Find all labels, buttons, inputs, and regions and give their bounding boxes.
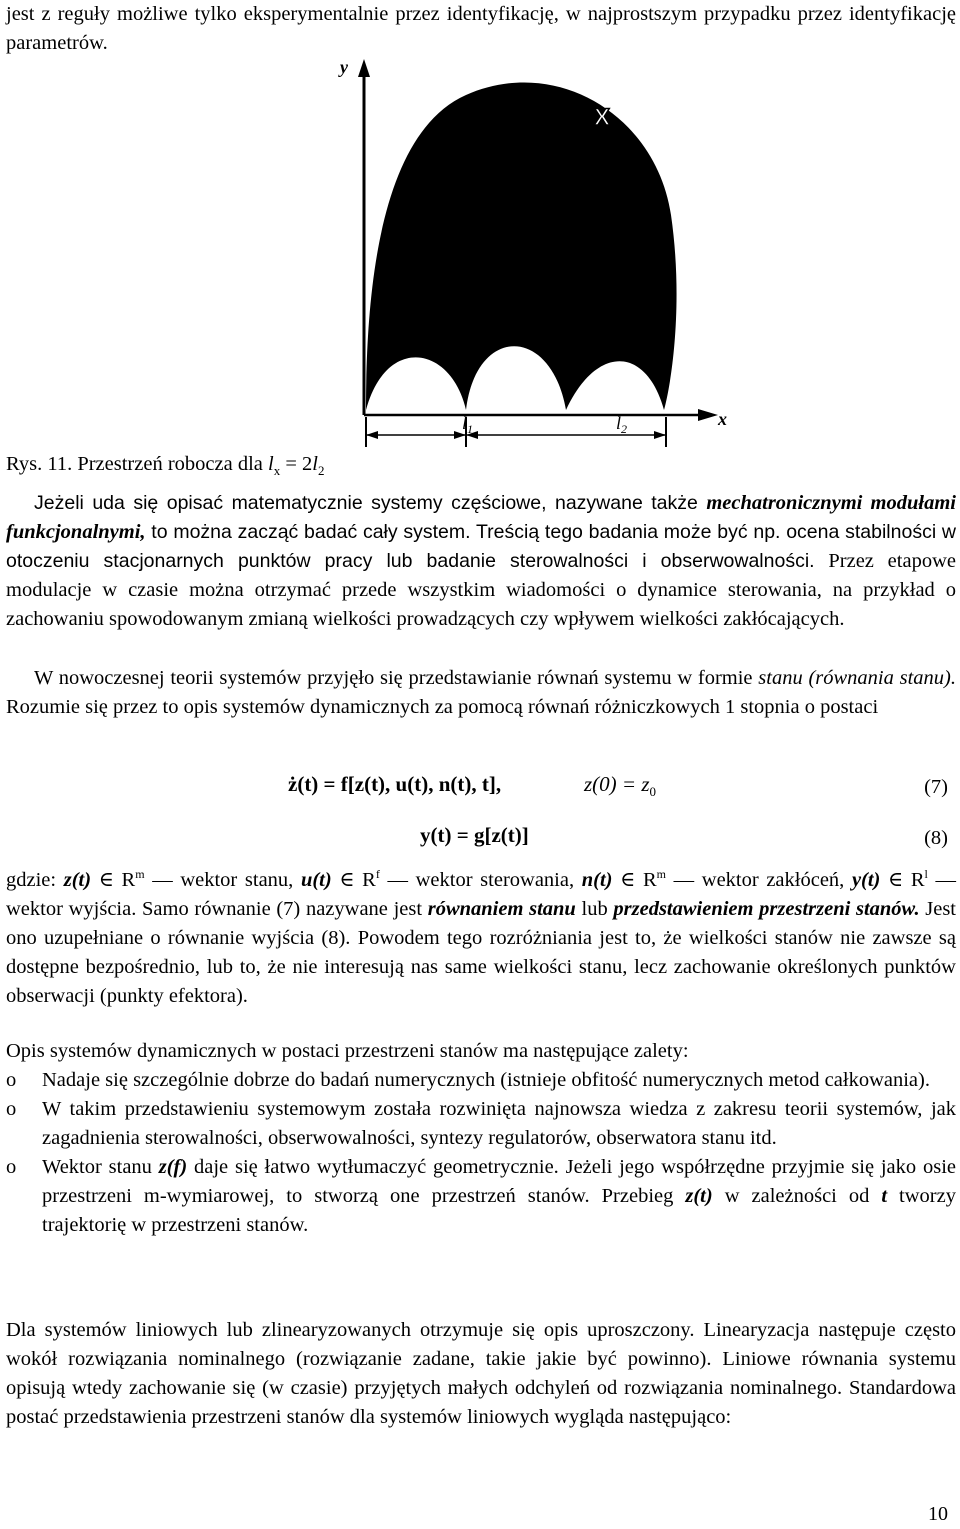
- workspace-region: [366, 82, 677, 410]
- label-l2: $l_2$: [616, 413, 628, 436]
- label-l1: $l_1$: [462, 413, 474, 436]
- page-number: 10: [928, 1503, 948, 1525]
- workspace-figure: [326, 55, 766, 475]
- paragraph-1: Jeżeli uda się opisać matematycznie systemy częściowe, nazywane także mechatronicznymi modułami funkcjonalnymi, to można zacząć badać cały system. Treścią tego badania może być np. ocena stabilności w otoczeniu stacjonarnych punktów pracy lub badanie sterowalności i obserwowalności. Przez etapowe modulacje w czasie można otrzymać przede wszystkim wiadomości o dynamice sterowania, na przykład o zachowaniu spowodowanym zmianą wielkości prowadzących czy wpływem wielkości zakłócających.: [6, 492, 956, 630]
- equation-8: y(t) = g[z(t)]: [420, 823, 529, 847]
- intro-paragraph: jest z reguły możliwe tylko eksperymentalnie przez identyfikację, w najprostszym przypadku przez identyfikację parametrów.: [6, 3, 956, 54]
- paragraph-5: Dla systemów liniowych lub zlinearyzowanych otrzymuje się opis uproszczony. Linearyzacja następuje często wokół rozwiązania nominalnego (rozwiązanie zadane, takie jakie być powinno). Liniowe równania systemu opisują wtedy zachowanie się (w czasie) przyjętych małych odchyleń od rozwiązania nominalnego. Standardowa postać przedstawienia przestrzeni stanów dla systemów liniowych wygląda następująco:: [6, 1319, 956, 1428]
- equation-7: ż(t) = f[z(t), u(t), n(t), t],: [288, 772, 502, 796]
- label-x: x: [718, 409, 727, 429]
- list-item: o Nadaje się szczególnie dobrze do badań numerycznych (istnieje obfitość numerycznych metod całkowania).: [6, 1069, 930, 1091]
- paragraph-4: Opis systemów dynamicznych w postaci przestrzeni stanów ma następujące zalety:: [6, 1040, 689, 1062]
- paragraph-3: gdzie: z(t) ∈ $R^m$ — wektor stanu, u(t) ∈ $R^f$ — wektor sterowania, n(t) ∈ $R^m$ — wektor zakłóceń, y(t) ∈ $R^l$ — wektor wyjścia. Samo równanie (7) nazywane jest równaniem stanu lub przedstawieniem przestrzeni stanów. Jest ono uzupełniane o równanie wyjścia (8). Powodem tego rozróżniania jest to, że wielkości stanów nie zawsze są dostępne bezpośrednio, lub to, że nie interesują nas same wielkości stanu, lecz zachowanie określonych punktów obserwacji (punkty efektora).: [6, 867, 957, 1007]
- x-axis-arrow: [698, 409, 718, 421]
- equation-7-number: (7): [924, 776, 948, 798]
- list-item: o W takim przedstawieniu systemowym została rozwinięta najnowsza wiedza z zakresu teorii systemów, jak zagadnienia sterowalności, obserwowalności, syntezy regulatorów, obserwatora stanu itd.: [6, 1098, 956, 1149]
- equation-8-number: (8): [924, 827, 948, 849]
- advantages-list: [6, 1066, 956, 1240]
- document-page: [6, 0, 956, 1529]
- paragraph-2: W nowoczesnej teorii systemów przyjęło się przedstawianie równań systemu w formie stanu (równania stanu). Rozumie się przez to opis systemów dynamicznych za pomocą równań różniczkowych 1 stopnia o postaci: [6, 667, 956, 718]
- label-y: y: [340, 57, 348, 77]
- equation-7-initial: $z(0) = z_0$: [584, 772, 657, 800]
- list-item: o Wektor stanu z(f) daje się łatwo wytłumaczyć geometrycznie. Jeżeli jego współrzędne przyjmie się jako osie przestrzeni m-wymiarowej, to stworzą one przestrzeń stanów. Przebieg z(t) w zależności od t tworzy trajektorię w przestrzeni stanów.: [6, 1156, 956, 1236]
- y-axis-arrow: [358, 59, 370, 77]
- label-X: X: [594, 104, 611, 131]
- figure-caption: Rys. 11. Przestrzeń robocza dla $l_x = 2l_2$: [6, 453, 325, 479]
